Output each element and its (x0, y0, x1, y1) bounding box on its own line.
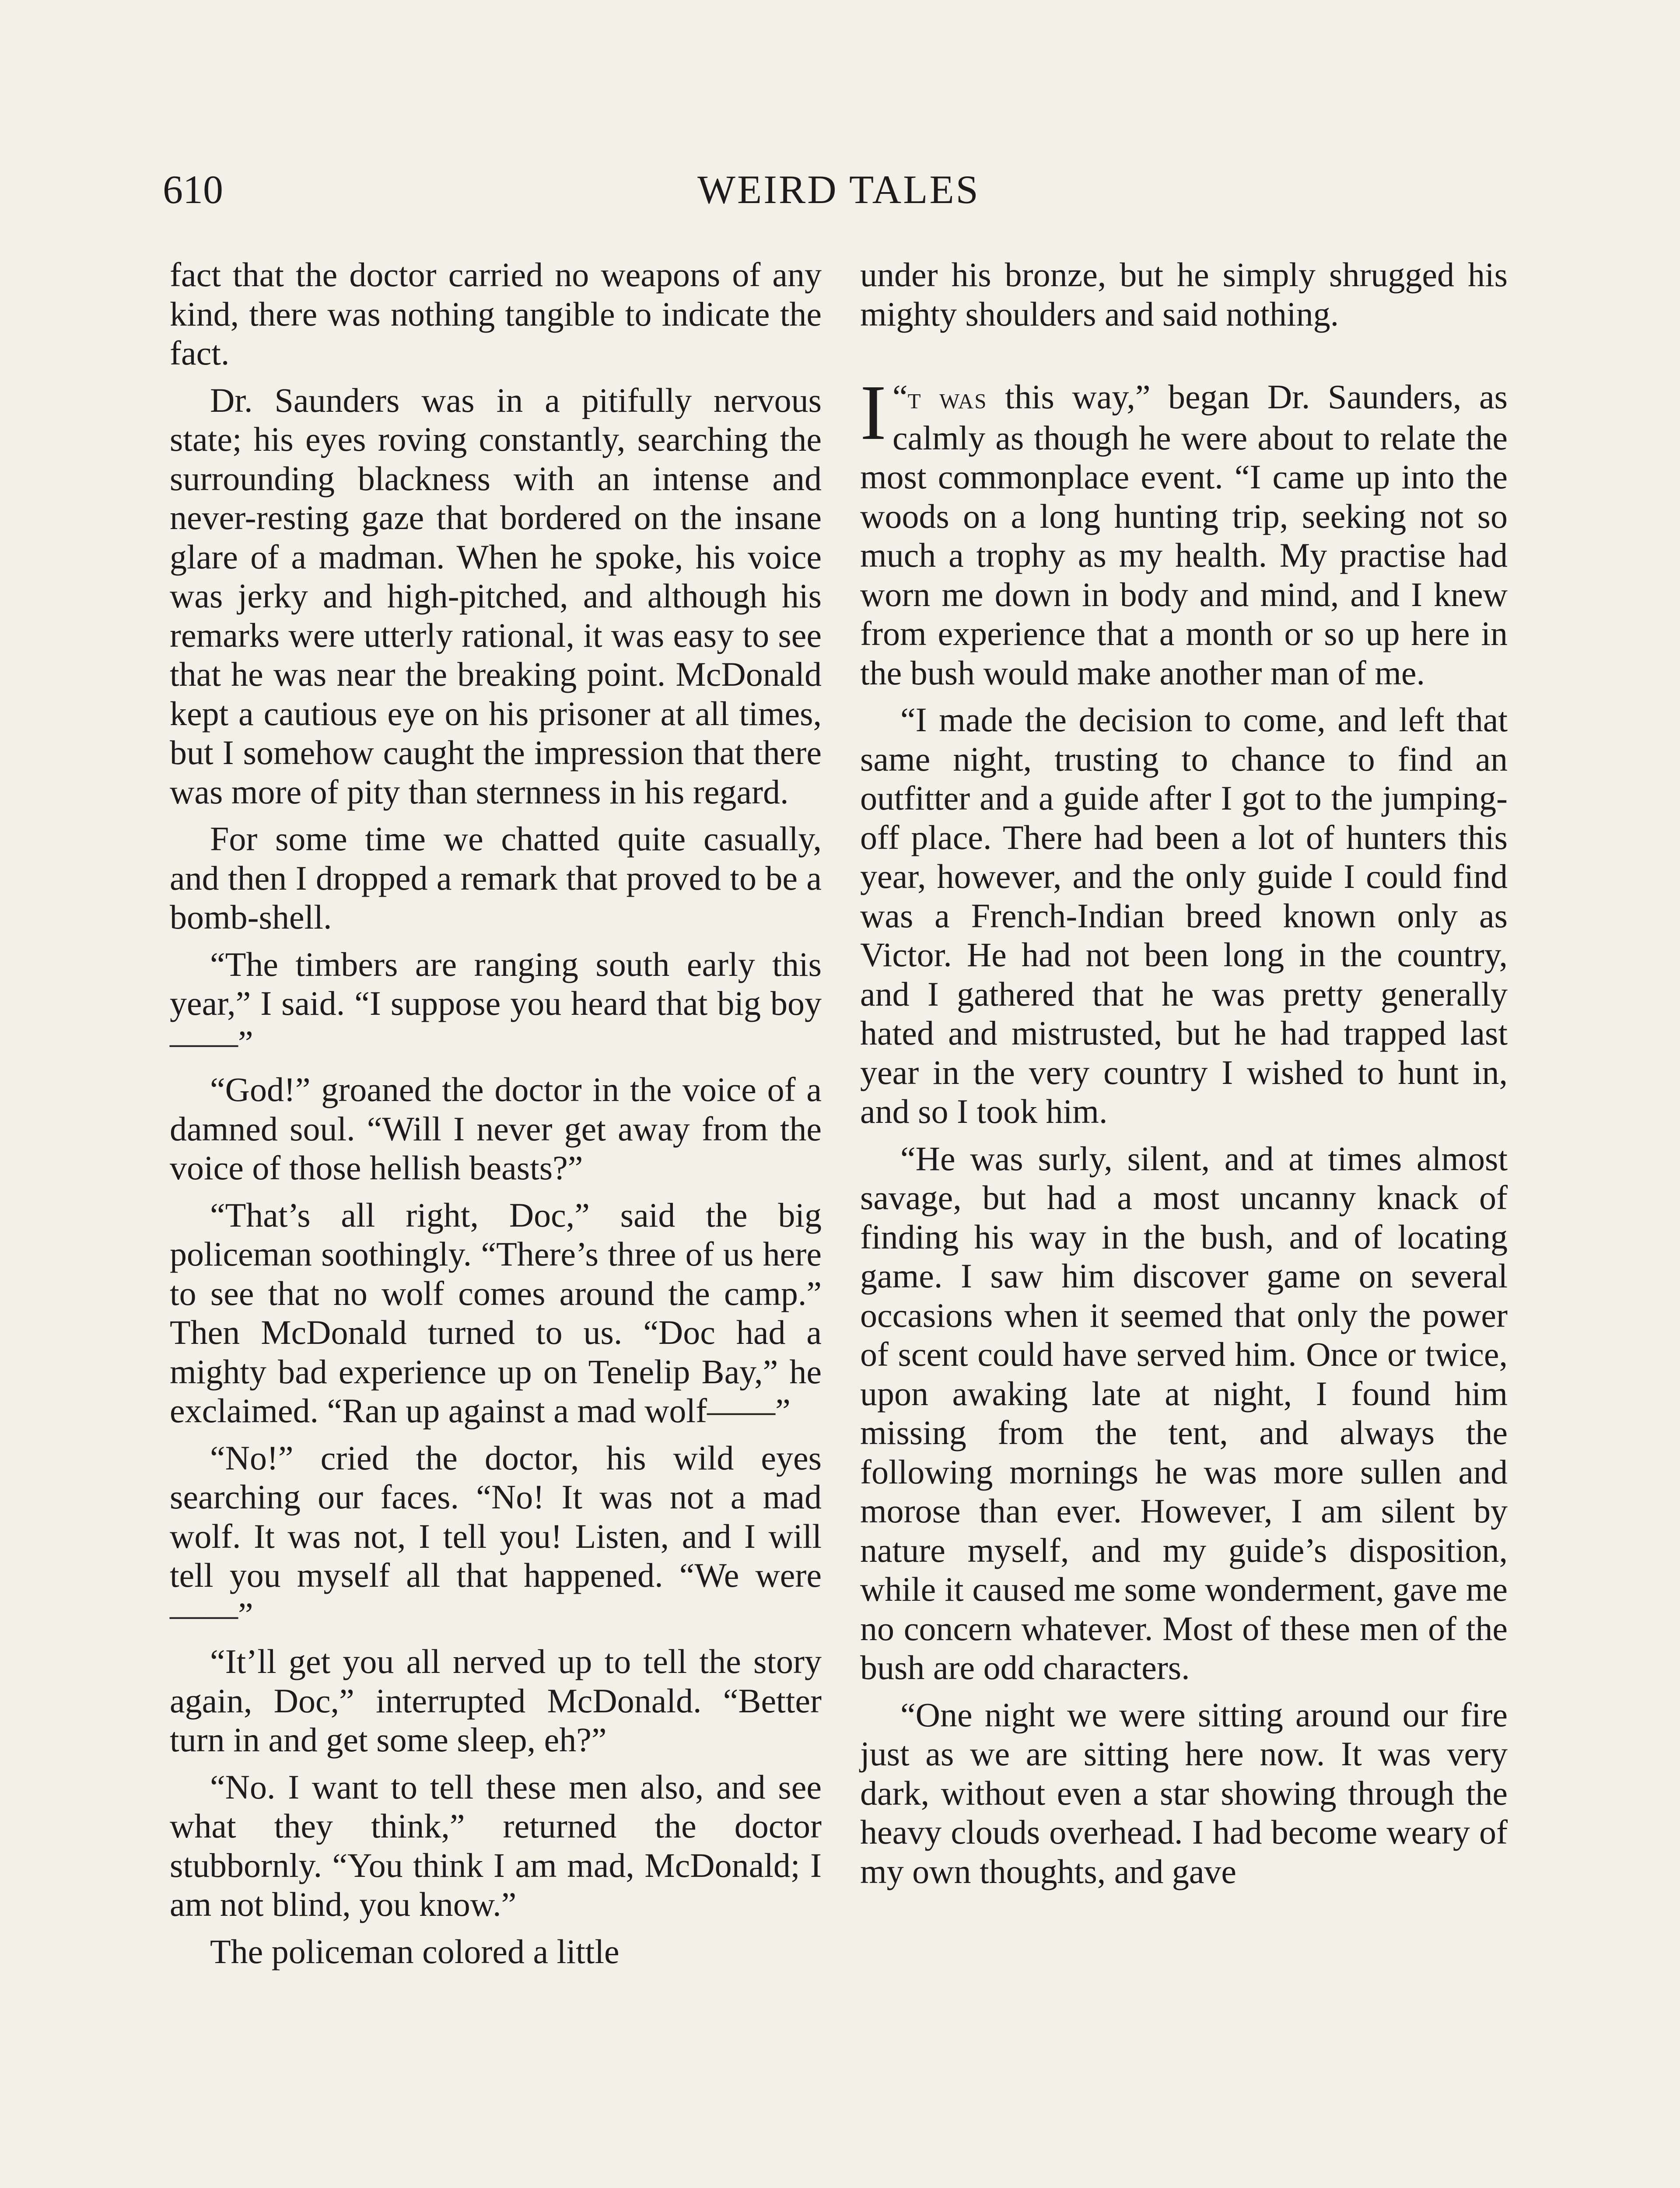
paragraph: “The timbers are ranging south early this year,” I said. “I suppose you heard that big boy——” (170, 945, 822, 1062)
opening-quote: “ (892, 378, 908, 416)
paragraph: “No. I want to tell these men also, and see what they think,” returned the doctor stubbornly. “You think I am mad, McDonald; I am not blind, you know.” (170, 1767, 822, 1923)
page-number: 610 (163, 167, 223, 212)
small-caps-lead: t was (907, 382, 987, 415)
opening-text: this way,” began Dr. Saunders, as calmly as though he were about to relate the most commonplace event. “I came up into the woods on a long hunting trip, seeking not so much a trophy as my health. My practise had worn me down in body and mind, and I knew from experience that a month or so up here in the bush would make another man of me. (860, 378, 1508, 692)
paragraph: “No!” cried the doctor, his wild eyes searching our faces. “No! It was not a mad wolf. It was not, I tell you! Listen, and I will tell you myself all that happened. “We were——” (170, 1438, 822, 1634)
paragraph: fact that the doctor carried no weapons of any kind, there was nothing tangible to indicate the fact. (170, 256, 822, 372)
paragraph: “One night we were sitting around our fire just as we are sitting here now. It was very dark, without even a star showing through the heavy clouds overhead. I had become weary of my own thoughts, and gave (860, 1695, 1508, 1890)
section-opening-paragraph (860, 369, 1508, 692)
paragraph: “I made the decision to come, and left that same night, trusting to chance to find an outfitter and a guide after I got to the jumping-off place. There had been a lot of hunters this year, however, and the only guide I could find was a French-Indian breed known only as Victor. He had not been long in the country, and I gathered that he was pretty generally hated and mistrusted, but he had trapped last year in the very country I wished to hunt in, and so I took him. (860, 701, 1508, 1130)
page-header (163, 165, 1515, 214)
paragraph: Dr. Saunders was in a pitifully nervous state; his eyes roving constantly, searching the surrounding blackness with an intense and never-resting gaze that bordered on the insane glare of a madman. When he spoke, his voice was jerky and high-pitched, and although his remarks were utterly rational, it was easy to see that he was near the breaking point. McDonald kept a cautious eye on his prisoner at all times, but I somehow caught the impression that there was more of pity than sternness in his regard. (170, 381, 822, 811)
left-column (170, 255, 822, 1971)
paragraph: The policeman colored a little (210, 1932, 620, 1971)
running-title: WEIRD TALES (697, 167, 980, 212)
paragraph: “That’s all right, Doc,” said the big policeman soothingly. “There’s three of us here to see that no wolf comes around the camp.” Then McDonald turned to us. “Doc had a mighty bad experience up on Tenelip Bay,” he exclaimed. “Ran up against a mad wolf——” (170, 1196, 822, 1430)
paragraph: “He was surly, silent, and at times almost savage, but had a most uncanny knack of finding his way in the bush, and of locating game. I saw him discover game on several occasions when it seemed that only the power of scent could have served him. Once or twice, upon awaking late at night, I found him missing from the tent, and always the following mornings he was more sullen and morose than ever. However, I am silent by nature myself, and my guide’s disposition, while it caused me some wonderment, gave me no concern whatever. Most of these men of the bush are odd characters. (860, 1139, 1508, 1687)
right-column (860, 255, 1508, 1891)
paragraph: “God!” groaned the doctor in the voice of a damned soul. “Will I never get away from the voice of those hellish beasts?” (170, 1070, 822, 1187)
paragraph: For some time we chatted quite casually, and then I dropped a remark that proved to be a bomb-shell. (170, 820, 822, 936)
drop-cap: I (860, 369, 886, 456)
paragraph: under his bronze, but he simply shrugged his mighty shoulders and said nothing. (860, 256, 1508, 333)
paragraph: “It’ll get you all nerved up to tell the story again, Doc,” interrupted McDonald. “Better turn in and get some sleep, eh?” (170, 1642, 822, 1759)
